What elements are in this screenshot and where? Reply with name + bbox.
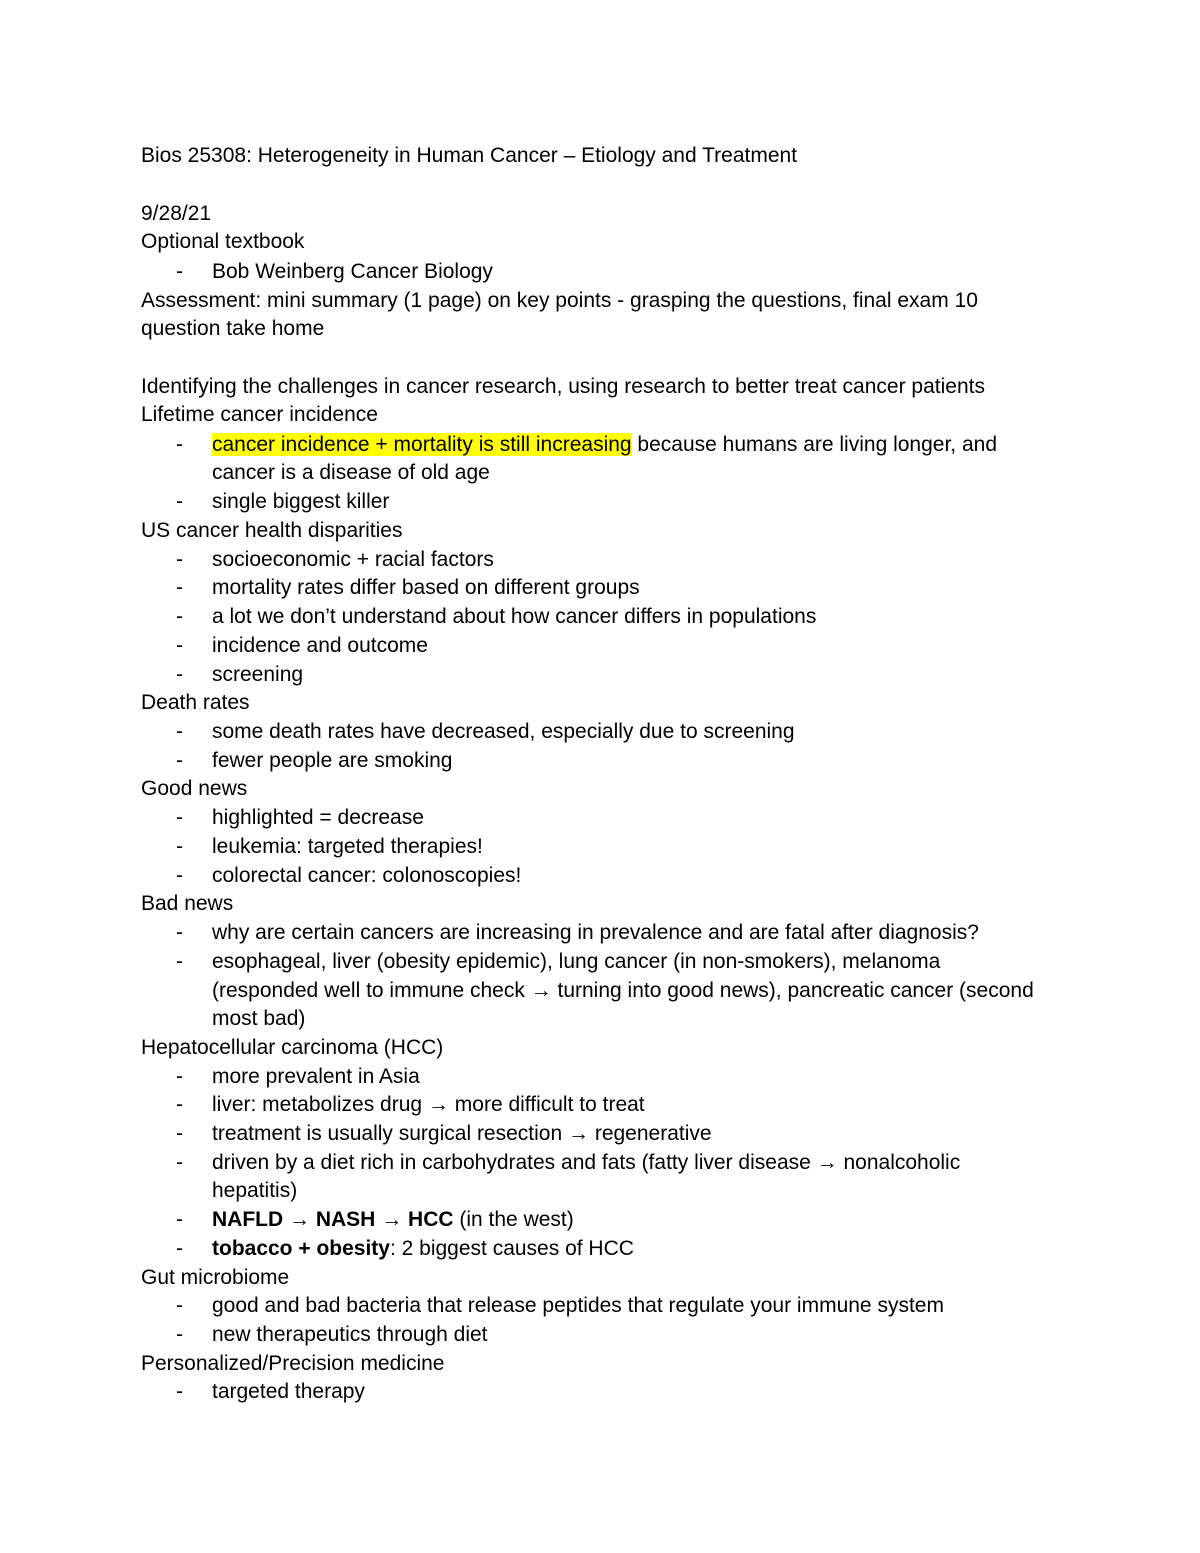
list-item (176, 1120, 712, 1148)
list-item-text: driven by a diet rich in carbohydrates and fats (fatty liver disease (212, 1151, 817, 1174)
bullet-dash: - (176, 749, 183, 772)
list-item (176, 833, 483, 861)
bold-term: NASH (310, 1208, 382, 1231)
list-item (176, 1091, 645, 1119)
list-item-text: esophageal, liver (obesity epidemic), lung cancer (in non-smokers), melanoma (212, 950, 941, 973)
bullet-dash: - (176, 921, 183, 944)
section-heading-good: Good news (141, 777, 248, 800)
bold-term: HCC (402, 1208, 454, 1231)
list-item-continuation: hepatitis) (212, 1179, 298, 1202)
assessment-line-cont: question take home (141, 317, 325, 340)
arrow-icon: → (427, 1093, 449, 1116)
list-item (176, 431, 998, 459)
bullet-dash: - (176, 1237, 183, 1260)
bullet-dash: - (176, 1151, 183, 1174)
section-heading-textbook: Optional textbook (141, 230, 305, 253)
list-item-text: targeted therapy (212, 1380, 365, 1403)
document-date: 9/28/21 (141, 202, 212, 225)
section-heading-hcc: Hepatocellular carcinoma (HCC) (141, 1036, 444, 1059)
arrow-icon: → (568, 1122, 589, 1145)
bullet-dash: - (176, 433, 183, 456)
bullet-dash: - (176, 1093, 183, 1116)
list-item (176, 1063, 420, 1091)
list-item (176, 546, 494, 574)
bullet-dash: - (176, 1208, 183, 1231)
section-heading-lifetime: Lifetime cancer incidence (141, 403, 378, 426)
list-item (176, 1378, 365, 1406)
bullet-dash: - (176, 1122, 183, 1145)
section-heading-precision: Personalized/Precision medicine (141, 1352, 445, 1375)
list-item (176, 948, 941, 976)
bullet-dash: - (176, 663, 183, 686)
list-item (176, 1149, 961, 1177)
list-item-text: mortality rates differ based on different groups (212, 576, 640, 599)
bullet-dash: - (176, 576, 183, 599)
list-item (176, 603, 817, 631)
arrow-icon: → (816, 1151, 838, 1174)
list-item (176, 574, 640, 602)
assessment-line: Assessment: mini summary (1 page) on key points - grasping the questions, final exam 10 (141, 289, 978, 312)
list-item-text: regenerative (589, 1122, 712, 1145)
list-item-text: because humans are living longer, and (631, 433, 998, 456)
highlighted-text: cancer incidence + mortality is still increasing (212, 433, 632, 456)
bullet-dash: - (176, 1065, 183, 1088)
list-item (176, 258, 493, 286)
list-item (176, 919, 979, 947)
list-item-text: (responded well to immune check (212, 979, 531, 1002)
bullet-dash: - (176, 1294, 183, 1317)
list-item-text: more difficult to treat (448, 1093, 645, 1116)
list-item-text: fewer people are smoking (212, 749, 453, 772)
list-item-text: more prevalent in Asia (212, 1065, 420, 1088)
bold-term: tobacco + obesity (212, 1237, 390, 1260)
arrow-icon: → (530, 979, 552, 1002)
intro-paragraph: Identifying the challenges in cancer research, using research to better treat cancer patients (141, 375, 985, 398)
section-heading-bad: Bad news (141, 892, 234, 915)
arrow-icon: → (381, 1208, 403, 1231)
list-item-text: liver: metabolizes drug (212, 1093, 428, 1116)
list-item (176, 1292, 944, 1320)
bullet-dash: - (176, 720, 183, 743)
list-item-text: leukemia: targeted therapies! (212, 835, 483, 858)
bullet-dash: - (176, 1380, 183, 1403)
bullet-dash: - (176, 835, 183, 858)
bullet-dash: - (176, 260, 183, 283)
list-item-text: some death rates have decreased, especially due to screening (212, 720, 795, 743)
list-item (176, 488, 390, 516)
bullet-dash: - (176, 605, 183, 628)
list-item-continuation: most bad) (212, 1007, 306, 1030)
bullet-dash: - (176, 548, 183, 571)
arrow-icon: → (289, 1208, 310, 1231)
section-heading-us: US cancer health disparities (141, 519, 403, 542)
list-item-text: highlighted = decrease (212, 806, 424, 829)
list-item-text: new therapeutics through diet (212, 1323, 488, 1346)
list-item-text: (in the west) (453, 1208, 574, 1231)
list-item (176, 862, 522, 890)
list-item-text: Bob Weinberg Cancer Biology (212, 260, 493, 283)
list-item (176, 1321, 488, 1349)
document-title: Bios 25308: Heterogeneity in Human Cancer – Etiology and Treatment (141, 144, 798, 167)
bullet-dash: - (176, 806, 183, 829)
list-item (176, 632, 428, 660)
list-item (176, 1206, 574, 1234)
list-item (176, 747, 453, 775)
list-item (176, 718, 795, 746)
list-item (176, 661, 304, 689)
bold-term: NAFLD (212, 1208, 289, 1231)
bullet-dash: - (176, 634, 183, 657)
list-item-text: screening (212, 663, 304, 686)
section-heading-gut: Gut microbiome (141, 1266, 290, 1289)
list-item-text: colorectal cancer: colonoscopies! (212, 864, 522, 887)
list-item-text: incidence and outcome (212, 634, 428, 657)
list-item-text: nonalcoholic (837, 1151, 961, 1174)
list-item-text: : 2 biggest causes of HCC (389, 1237, 634, 1260)
list-item (176, 1235, 634, 1263)
list-item-text: a lot we don’t understand about how cancer differs in populations (212, 605, 817, 628)
list-item-text: treatment is usually surgical resection (212, 1122, 568, 1145)
bullet-dash: - (176, 1323, 183, 1346)
list-item-text: good and bad bacteria that release peptides that regulate your immune system (212, 1294, 944, 1317)
list-item-text: turning into good news), pancreatic cancer (second (551, 979, 1034, 1002)
list-item-continuation: cancer is a disease of old age (212, 461, 490, 484)
bullet-dash: - (176, 864, 183, 887)
list-item (176, 804, 424, 832)
section-heading-death: Death rates (141, 691, 250, 714)
bullet-dash: - (176, 950, 183, 973)
bullet-dash: - (176, 490, 183, 513)
list-item-continuation (212, 977, 1034, 1005)
list-item-text: single biggest killer (212, 490, 390, 513)
list-item-text: why are certain cancers are increasing in prevalence and are fatal after diagnosis? (212, 921, 979, 944)
list-item-text: socioeconomic + racial factors (212, 548, 494, 571)
